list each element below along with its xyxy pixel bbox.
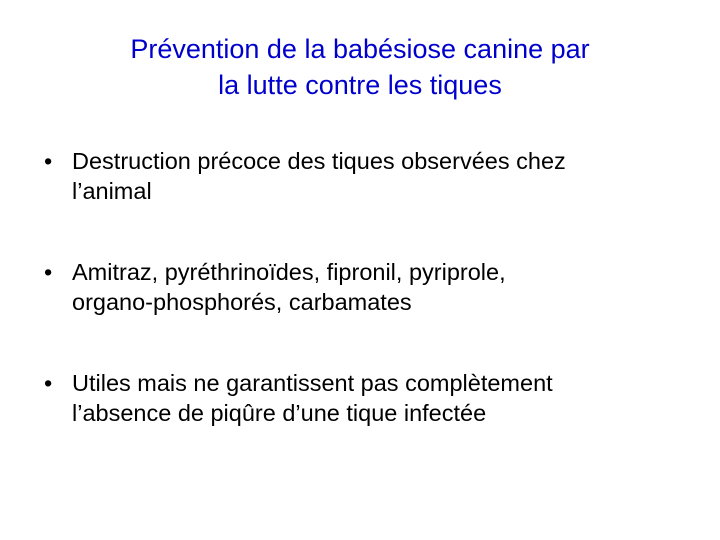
bullet-list — [44, 146, 694, 479]
bullet-item — [44, 257, 694, 317]
bullet-text-line: Utiles mais ne garantissent pas complètement — [72, 370, 553, 396]
bullet-text-line: l’animal — [72, 178, 152, 204]
bullet-item — [44, 146, 694, 206]
bullet-marker: • — [44, 148, 53, 174]
bullet-text — [72, 257, 694, 317]
bullet-text-line: Destruction précoce des tiques observées chez — [72, 148, 566, 174]
slide-title-line: Prévention de la babésiose canine par — [130, 34, 590, 64]
bullet-marker: • — [44, 370, 53, 396]
slide-title-line: la lutte contre les tiques — [218, 70, 502, 100]
slide-title — [40, 31, 680, 103]
bullet-text-line: Amitraz, pyréthrinoïdes, fipronil, pyriprole, — [72, 259, 506, 285]
bullet-item — [44, 368, 694, 428]
bullet-text — [72, 146, 694, 206]
bullet-text-line: l’absence de piqûre d’une tique infectée — [72, 400, 487, 426]
bullet-marker: • — [44, 259, 53, 285]
bullet-text-line: organo-phosphorés, carbamates — [72, 289, 412, 315]
bullet-text — [72, 368, 694, 428]
